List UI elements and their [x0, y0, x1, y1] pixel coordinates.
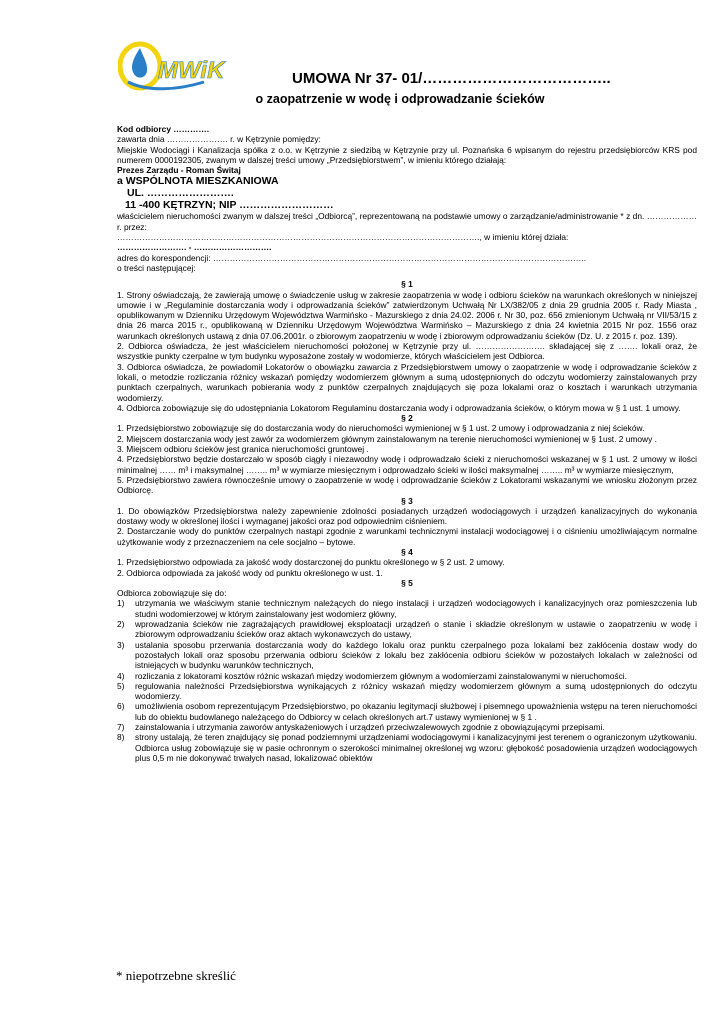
list-item: 4) rozliczania z lokatorami kosztów różnic wskazań między wodomierzem głównym a wodomierzami zainstalowanymi w nieruchomości.: [117, 670, 627, 681]
concluded-date-line: zawarta dnia …………………. r. w Kętrzynie pomiędzy:: [117, 134, 321, 145]
list-item: 1) utrzymania we właściwym stanie technicznym należących do niego instalacji i urządzeń wodociągowych i kanalizacyjnych oraz pomieszczenia lub studni wodomierzowej w którym zainstalowany jest wodomierz główny,: [117, 598, 697, 619]
s2-paragraph-2: 2. Miejscem dostarczania wody jest zawór za wodomierzem głównym zainstalowanym na terenie nieruchomości wymienionej w § 1ust. 2 umowy .: [117, 433, 657, 444]
president-line: Prezes Zarządu - Roman Świtaj: [117, 165, 241, 176]
customer-code: Kod odbiorcy ………….: [117, 124, 210, 134]
s3-paragraph-1: 1. Do obowiązków Przedsiębiorstwa należy zapewnienie zdolności posiadanych urządzeń wodociągowych i urządzeń kanalizacyjnych do wykonania dostawy wody w określonej ilości i wymaganej jakości oraz pod odpowiednim ciśnieniem.: [117, 505, 697, 527]
s2-paragraph-5: 5. Przedsiębiorstwo zawiera równocześnie umowy o zaopatrzenie w wodę i odprowadzanie ścieków z Lokatorami wskazanymi we wniosku złożonym przez Odbiorcę.: [117, 474, 697, 496]
s1-paragraph-3: 3. Odbiorca oświadcza, że powiadomił Lokatorów o obowiązku zawarcia z Przedsiębiorstwem umowy o zaopatrzenie w wodę i odprowadzanie ścieków z lokali, o metodzie rozliczania różnicy wskazań pomiędzy wodomierzem głównym a sumą udostępnionych do odczytu wodomierzy zainstalowanych przy punktach czerpalnych, warunkach pobierania wody z punktów czerpalnych znajdujących się poza lokalami oraz o kosztach i warunkach utrzymania wodomierzy.: [117, 361, 697, 403]
content-intro: o treści następującej:: [117, 262, 196, 273]
city-nip-line: 11 -400 KĘTRZYN; NIP ………………………: [125, 199, 334, 212]
footnote: * niepotrzebne skreślić: [116, 968, 236, 983]
list-item: 8) strony ustalają, że teren znajdujący się ponad podziemnymi urządzeniami wodociągowymi i kanalizacyjnymi jest terenem o ograniczonym użytkowaniu. Odbiorca usług zobowiązuje się w pasie ochronnym o szerokości minimalnej określonej wg wzoru: głębokość posadowienia urządzeń wodociągowych plus 0,5 m nie dokonywać trwałych nasad, lokalizować obiektów: [117, 732, 697, 763]
s2-paragraph-4: 4. Przedsiębiorstwo będzie dostarczało w sposób ciągły i niezawodny wodę i odprowadzało ścieki z nieruchomości wskazanej w § 1 ust. 2 umowy w ilości minimalnej …… m³ i maksymalnej …….. m³ w wymiarze miesięcznym i odprowadzało ścieki w ilości maksymalnej …….. m³ w wymiarze miesięcznym,: [117, 454, 697, 475]
section-2-heading: § 2: [401, 413, 413, 424]
s5-lead: Odbiorca zobowiązuje się do:: [117, 588, 227, 599]
representative-line-2: ……………………. - ……………………….: [117, 242, 272, 253]
contract-body: [117, 124, 697, 763]
contract-subtitle: o zaopatrzenie w wodę i odprowadzanie ścieków: [255, 92, 545, 106]
s1-paragraph-4: 4. Odbiorca zobowiązuje się do udostępniania Lokatorom Regulaminu dostarczania wody i odprowadzania ścieków, o którym mowa w § 1 ust. 1 umowy.: [117, 402, 681, 413]
section-1-heading: § 1: [401, 279, 413, 290]
s2-paragraph-1: 1. Przedsiębiorstwo zobowiązuje się do dostarczania wody do nieruchomości wymienionej w § 1 ust. 2 umowy i odprowadzania z niej ścieków.: [117, 423, 645, 434]
representative-line: …………………………………………………………………………………………………………………., w imieniu której działa:: [117, 232, 569, 243]
section-3-heading: § 3: [401, 495, 413, 506]
section-5-heading: § 5: [401, 577, 413, 588]
logo-text: MWiK: [158, 57, 225, 84]
s3-paragraph-2: 2. Dostarczanie wody do punktów czerpalnych nastąpi zgodnie z warunkami technicznymi instalacji wodociągowej i o ciśnieniu umożliwiającym normalne użytkowanie wody z przeznaczeniem na cele socjalno – bytowe.: [117, 526, 697, 547]
s2-paragraph-3: 3. Miejscem odbioru ścieków jest granica nieruchomości gruntowej .: [117, 444, 369, 455]
list-item: 3) ustalania sposobu przerwania dostarczania wody do każdego lokalu oraz punktu czerpalnego poza lokalami bez zakłócenia dostaw wody do pozostałych lokali oraz sposobu przerwania odbioru ścieków z lokalu bez zakłócenia odbioru ścieków w pozostałych lokalach w zależności od istniejących w budynku warunków technicznych,: [117, 639, 697, 671]
list-item: 2) wprowadzania ścieków nie zagrażających prawidłowej eksploatacji urządzeń o stanie i składzie określonym w ustawie o zaopatrzeniu w wodę i zbiorowym odprowadzaniu ścieków oraz aktach wykonawczych do ustawy,: [117, 619, 697, 640]
section-4-heading: § 4: [401, 546, 413, 557]
s1-paragraph-2: 2. Odbiorca oświadcza, że jest właścicielem nieruchomości położonej w Kętrzynie przy ul. ……………………. składającej się z ……. lokali oraz, że wszystkie punkty czerpalne w tym budynku wyposażone zostały w wodomierze, których właścicielem jest Odbiorca.: [117, 341, 697, 362]
s4-paragraph-2: 2. Odbiorca odpowiada za jakość wody od punktu określonego w ust. 1.: [117, 567, 383, 578]
contract-title: UMOWA Nr 37- 01/………………………………..: [292, 70, 611, 87]
correspondence-address: adres do korespondencji: ……………………………………………………………………………………………………………………..: [117, 252, 587, 263]
list-item: 5) regulowania należności Przedsiębiorstwa wynikających z różnicy wskazań między wodomierzem głównym a sumą udostępnionych do odczytu wodomierzy.: [117, 680, 697, 702]
company-logo: [118, 38, 230, 96]
company-party: Miejskie Wodociągi i Kanalizacja spółka z o.o. w Kętrzynie z siedzibą w Kętrzynie przy ul. Poznańska 6 wpisanym do rejestru przedsiębiorców KRS pod numerem 0000192305, zwanym w dalszej treści umowy „Przedsiębiorstwem”, w imieniu którego działają:: [117, 144, 697, 165]
community-line: a WSPÓLNOTA MIESZKANIOWA: [117, 175, 279, 188]
street-line: UL. …………………….: [127, 187, 234, 200]
list-item: 6) umożliwienia osobom reprezentującym Przedsiębiorstwo, po okazaniu legitymacji służbowej i pisemnego upoważnienia wstępu na teren nieruchomości lub do obiektu budowlanego należącego do Odbiorcy w celach określonych art.7 ustawy wymienionej w § 1 .: [117, 701, 697, 722]
list-item: 7) zainstalowania i utrzymania zaworów antyskażeniowych i urządzeń przeciwzalewowych zgodnie z obowiązującymi przepisami.: [117, 722, 605, 733]
s4-paragraph-1: 1. Przedsiębiorstwo odpowiada za jakość wody dostarczonej do punktu określonego w § 2 ust. 2 umowy.: [117, 557, 505, 568]
owner-line: właścicielem nieruchomości zwanym w dalszej treści „Odbiorcą”, reprezentowaną na podstawie umowy o zarządzanie/administrowanie * z dn. ……………… r. przez:: [117, 211, 697, 232]
s1-paragraph-1: 1. Strony oświadczają, że zawierają umowę o świadczenie usług w zakresie zaopatrzenia w wodę i odbioru ścieków na warunkach określonych w niniejszej umowie i w „Regulaminie dostarczania wody i odprowadzania ścieków” zatwierdzonym Uchwałą Nr LX/382/05 z dnia 29 grudnia 2005 r. Rady Miasta , opublikowanym w Dzienniku Urzędowym Województwa Warmińsko - Mazurskiego z dnia 24.02. 2006 r. Nr 30, poz. 656 zmienionym Uchwałą nr VII/53/15 z dnia 26 marca 2015 r., opublikowaną w Dzienniku Urzędowym Województwa Warmińsko – Mazurskiego z dnia 24 kwietnia 2015 Nr poz. 1556 oraz warunkach określonych ustawą z dnia 07.06.2001r. o zbiorowym zaopatrzeniu w wodę i zbiorowym odprowadzaniu ścieków (Dz. U. z 2015 r. poz. 139).: [117, 289, 697, 341]
